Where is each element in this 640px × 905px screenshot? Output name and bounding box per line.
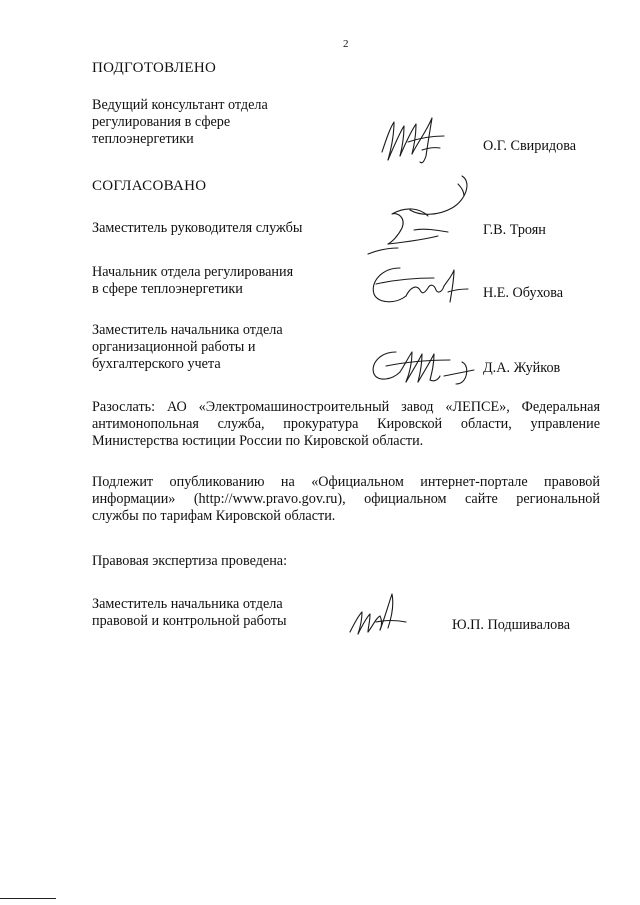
agreed-signer-role-line: Заместитель начальника отдела — [92, 322, 283, 338]
signature-troyan-icon — [362, 170, 482, 260]
publication-line: службы по тарифам Кировской области. — [92, 508, 336, 524]
agreed-signer-role-line: организационной работы и — [92, 339, 256, 355]
prepared-role-line: регулирования в сфере — [92, 114, 231, 130]
legal-review-role — [92, 596, 287, 630]
agreed-signer-role — [92, 322, 283, 373]
agreed-signer-name: Д.А. Жуйков — [483, 360, 561, 376]
publication-line: информации» (http://www.pravo.gov.ru), официальном сайте региональной — [92, 491, 600, 507]
agreed-signer-name: Г.В. Троян — [483, 222, 546, 238]
distribution-line: антимонопольная служба, прокуратура Кировской области, управление — [92, 416, 600, 432]
publication-paragraph — [92, 474, 600, 525]
agreed-signer-role-line: в сфере теплоэнергетики — [92, 281, 243, 297]
agreed-signer-role-line: Заместитель руководителя службы — [92, 220, 303, 236]
prepared-role — [92, 97, 268, 148]
publication-line: Подлежит опубликованию на «Официальном интернет-портале правовой — [92, 474, 600, 490]
distribution-line: Разослать: АО «Электромашиностроительный завод «ЛЕПСЕ», Федеральная — [92, 399, 600, 415]
legal-review-signer-name: Ю.П. Подшивалова — [452, 617, 571, 633]
prepared-signer-name: О.Г. Свиридова — [483, 138, 577, 154]
agreed-signer-role-line: Начальник отдела регулирования — [92, 264, 294, 280]
signature-sviridova-icon — [372, 112, 452, 168]
agreed-signer-role-line: бухгалтерского учета — [92, 356, 221, 372]
agreed-heading: СОГЛАСОВАНО — [92, 178, 207, 194]
footer-rule — [0, 898, 56, 899]
signature-podshivalova-icon — [346, 590, 410, 640]
prepared-heading: ПОДГОТОВЛЕНО — [92, 60, 217, 76]
legal-review-role-line: правовой и контрольной работы — [92, 613, 287, 629]
signature-zhuikov-icon — [366, 346, 486, 388]
page-number: 2 — [343, 38, 349, 50]
distribution-line: Министерства юстиции России по Кировской области. — [92, 433, 424, 449]
distribution-paragraph — [92, 399, 600, 450]
prepared-role-line: теплоэнергетики — [92, 131, 194, 147]
prepared-role-line: Ведущий консультант отдела — [92, 97, 268, 113]
agreed-signer-name: Н.Е. Обухова — [483, 285, 564, 301]
signature-obukhova-icon — [364, 262, 474, 308]
legal-review-role-line: Заместитель начальника отдела — [92, 596, 283, 612]
legal-review-heading: Правовая экспертиза проведена: — [92, 553, 288, 569]
agreed-signer-role — [92, 264, 293, 298]
